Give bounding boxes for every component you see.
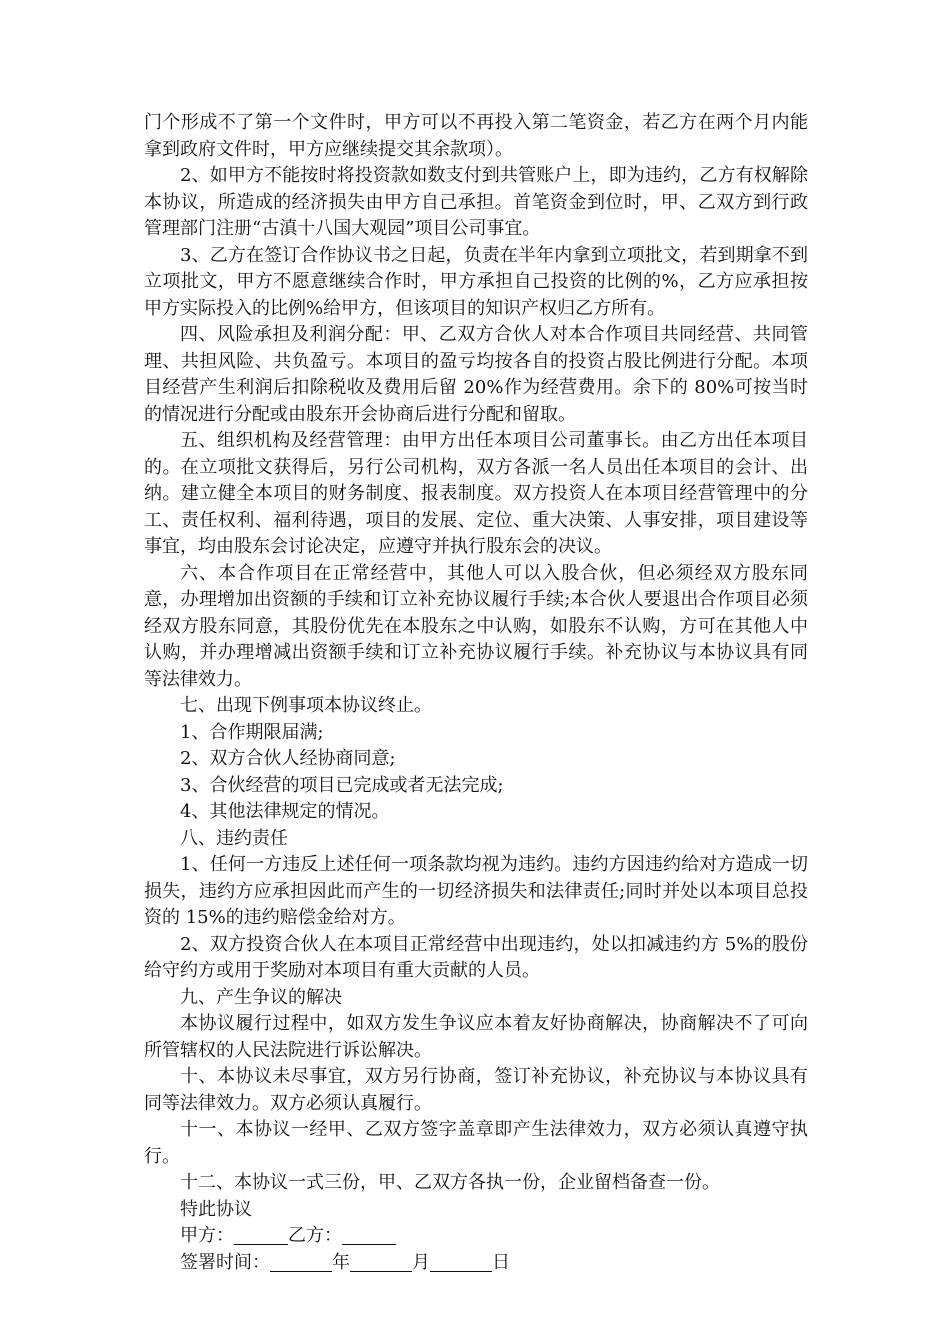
paragraph-19: 十二、本协议一式三份，甲、乙双方各执一份，企业留档备查一份。 bbox=[180, 1172, 720, 1193]
party-a-blank bbox=[234, 1226, 288, 1245]
party-b-label: 乙方： bbox=[288, 1225, 342, 1246]
paragraph-11: 4、其他法律规定的情况。 bbox=[180, 801, 390, 822]
date-label: 签署时间： bbox=[180, 1251, 270, 1273]
paragraph-2: 2、如甲方不能按时将投资款如数支付到共管账户上，即为违约，乙方有权解除本协议，所造成的经济损失由甲方自己承担。首笔资金到位时，甲、乙双方到行政管理部门注册“古滇十八国大观园”项目公司事宜。 bbox=[144, 165, 808, 239]
day-label: 日 bbox=[492, 1251, 510, 1273]
paragraph-12: 八、违约责任 bbox=[180, 827, 288, 849]
signature-date-line bbox=[144, 1250, 808, 1277]
paragraph-18: 十一、本协议一经甲、乙双方签字盖章即产生法律效力，双方必须认真遵守执行。 bbox=[144, 1119, 808, 1167]
month-label: 月 bbox=[412, 1251, 430, 1273]
paragraph-1: 门个形成不了第一个文件时，甲方可以不再投入第二笔资金，若乙方在两个月内能拿到政府文件时，甲方应继续提交其余款项）。 bbox=[144, 112, 808, 160]
document-body bbox=[144, 110, 808, 1276]
paragraph-17: 十、本协议未尽事宜，双方另行协商，签订补充协议，补充协议与本协议具有同等法律效力。双方必须认真履行。 bbox=[144, 1066, 808, 1114]
paragraph-4: 四、风险承担及利润分配：甲、乙双方合伙人对本合作项目共同经营、共同管理、共担风险、共负盈亏。本项目的盈亏均按各自的投资占股比例进行分配。本项目经营产生利润后扣除税收及费用后留 20%作为经营费用。余下的 80%可按当时的情况进行分配或由股东开会协商后进行分配和留取。 bbox=[144, 324, 808, 425]
paragraph-3: 3、乙方在签订合作协议书之日起，负责在半年内拿到立项批文，若到期拿不到立项批文，甲方不愿意继续合作时，甲方承担自己投资的比例的%，乙方应承担按甲方实际投入的比例%给甲方，但该项目的知识产权归乙方所有。 bbox=[144, 244, 808, 319]
paragraph-13: 1、任何一方违反上述任何一项条款均视为违约。违约方因违约给对方造成一切损失，违约方应承担因此而产生的一切经济损失和法律责任;同时并处以本项目总投资的 15%的违约赔偿金给对方。 bbox=[144, 854, 808, 928]
paragraph-14: 2、双方投资合伙人在本项目正常经营中出现违约，处以扣减违约方 5%的股份给守约方或用于奖励对本项目有重大贡献的人员。 bbox=[144, 933, 808, 981]
paragraph-16: 本协议履行过程中，如双方发生争议应本着友好协商解决，协商解决不了可向所管辖权的人民法院进行诉讼解决。 bbox=[144, 1013, 808, 1061]
year-label: 年 bbox=[332, 1251, 350, 1273]
party-b-blank bbox=[342, 1226, 396, 1245]
paragraph-7: 七、出现下例事项本协议终止。 bbox=[180, 695, 432, 716]
day-blank bbox=[430, 1253, 492, 1272]
month-blank bbox=[350, 1253, 412, 1272]
paragraph-9: 2、双方合伙人经协商同意; bbox=[180, 748, 396, 769]
party-a-label: 甲方： bbox=[180, 1225, 234, 1246]
signature-parties-line bbox=[144, 1223, 808, 1250]
paragraph-6: 六、本合作项目在正常经营中，其他人可以入股合伙，但必须经双方股东同意，办理增加出资额的手续和订立补充协议履行手续;本合伙人要退出合作项目必须经双方股东同意，其股份优先在本股东之中认购，如股东不认购，方可在其他人中认购，并办理增减出资额手续和订立补充协议履行手续。补充协议与本协议具有同等法律效力。 bbox=[144, 562, 808, 690]
paragraph-20: 特此协议 bbox=[180, 1198, 252, 1220]
paragraph-5: 五、组织机构及经营管理：由甲方出任本项目公司董事长。由乙方出任本项目的。在立项批文获得后，另行公司机构，双方各派一名人员出任本项目的会计、出纳。建立健全本项目的财务制度、报表制度。双方投资人在本项目经营管理中的分工、责任权利、福利待遇，项目的发展、定位、重大决策、人事安排，项目建设等事宜，均由股东会讨论决定，应遵守并执行股东会的决议。 bbox=[144, 430, 808, 557]
paragraph-8: 1、合作期限届满; bbox=[180, 721, 324, 743]
paragraph-15: 九、产生争议的解决 bbox=[180, 986, 342, 1008]
paragraph-10: 3、合伙经营的项目已完成或者无法完成; bbox=[180, 774, 504, 796]
year-blank bbox=[270, 1253, 332, 1272]
